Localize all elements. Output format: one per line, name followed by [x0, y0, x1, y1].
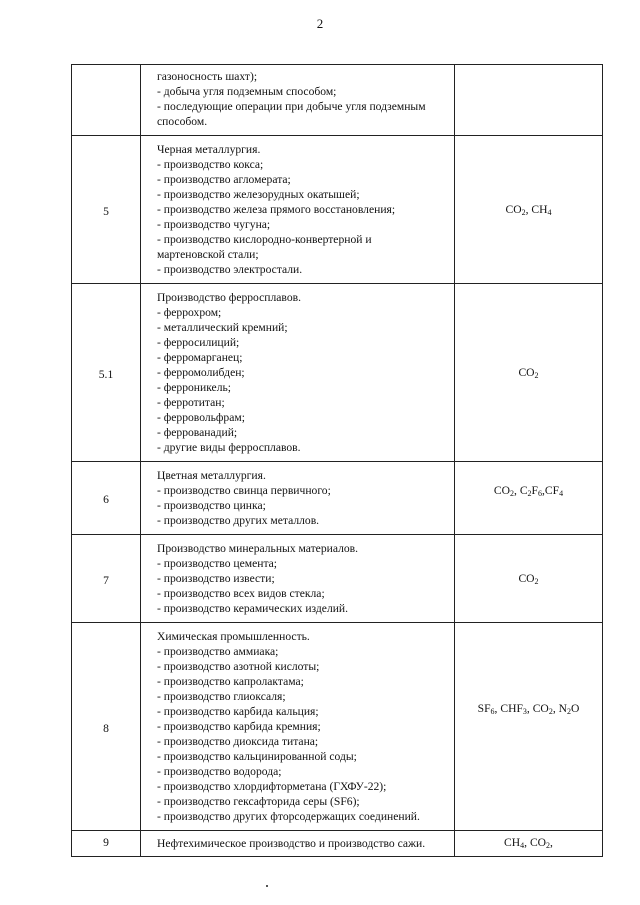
- row-number-cell: 8: [72, 623, 141, 831]
- row-gases-cell: [455, 284, 603, 462]
- formula-subscript: 2: [566, 707, 571, 716]
- row-item-line: - производство карбида кремния;: [157, 720, 321, 733]
- formula-subscript: 6: [538, 489, 542, 498]
- row-gases-cell: [455, 462, 603, 535]
- row-description-cell: [141, 623, 455, 831]
- row-gases-cell: [455, 136, 603, 284]
- row-item-line: - производство диоксида титана;: [157, 735, 319, 748]
- row-item-line: - производство железорудных окатышей;: [157, 188, 360, 201]
- gas-formula: [504, 836, 553, 849]
- row-description-cell: [141, 462, 455, 535]
- formula-subscript: 6: [490, 707, 495, 716]
- row-item-line: - производство других металлов.: [157, 514, 320, 527]
- row-description-cell: [141, 65, 455, 136]
- row-item-line: - производство глиоксаля;: [157, 690, 286, 703]
- row-item-line: - ферровольфрам;: [157, 411, 245, 424]
- row-item-line: - производство всех видов стекла;: [157, 587, 325, 600]
- row-heading-line: Черная металлургия.: [157, 143, 261, 156]
- row-item-line: - производство электростали.: [157, 263, 303, 276]
- formula-text: ,: [550, 836, 553, 849]
- formula-text: , N: [552, 702, 567, 715]
- formula-text: CO: [493, 484, 511, 497]
- formula-subscript: 2: [548, 707, 553, 716]
- formula-text: , CO: [526, 702, 549, 715]
- gas-formula: [478, 702, 580, 715]
- row-item-line: - производство азотной кислоты;: [157, 660, 320, 673]
- row-heading-line: Нефтехимическое производство и производство сажи.: [157, 837, 426, 850]
- page-number: 2: [316, 16, 324, 31]
- formula-text: CH: [504, 836, 521, 849]
- row-heading-line: Химическая промышленность.: [157, 630, 310, 643]
- formula-subscript: 4: [547, 208, 552, 217]
- table-body: [72, 65, 603, 857]
- formula-subscript: 2: [534, 371, 539, 380]
- row-item-line: - производство кислородно-конвертерной и: [157, 233, 372, 246]
- formula-subscript: 4: [520, 841, 525, 850]
- table-row: [72, 65, 603, 136]
- row-item-line: - производство агломерата;: [157, 173, 291, 186]
- row-gases-cell: [455, 623, 603, 831]
- row-item-line: мартеновской стали;: [157, 248, 259, 261]
- row-item-line: - другие виды ферросплавов.: [157, 441, 301, 454]
- row-heading-line: газоносность шахт);: [157, 70, 258, 83]
- formula-subscript: 3: [522, 707, 527, 716]
- gas-formula: [494, 484, 563, 497]
- row-item-line: - производство извести;: [157, 572, 275, 585]
- formula-text: CO: [505, 203, 522, 216]
- row-heading-line: Производство минеральных материалов.: [157, 542, 359, 555]
- row-item-line: - производство гексафторида серы (SF6);: [157, 795, 360, 808]
- table-row: [72, 136, 603, 284]
- row-item-line: - производство других фторсодержащих соединений.: [157, 810, 420, 823]
- row-number-cell: 6: [72, 462, 141, 535]
- formula-text: , CH: [525, 203, 548, 216]
- row-item-line: - производство цемента;: [157, 557, 278, 570]
- row-number-cell: 9: [72, 831, 141, 857]
- formula-text: CO: [518, 366, 535, 379]
- table-row: [72, 535, 603, 623]
- row-item-line: - производство железа прямого восстановления;: [157, 203, 396, 216]
- row-item-line: - производство водорода;: [157, 765, 282, 778]
- row-item-line: - ферротитан;: [157, 396, 225, 409]
- row-description-cell: [141, 284, 455, 462]
- formula-text: O: [570, 702, 580, 715]
- table-row: [72, 623, 603, 831]
- row-item-line: - последующие операции при добыче угля подземным: [157, 100, 426, 113]
- formula-text: SF: [477, 702, 491, 715]
- row-item-line: - производство капролактама;: [157, 675, 304, 688]
- row-description-cell: [141, 535, 455, 623]
- row-item-line: - ферроникель;: [157, 381, 232, 394]
- row-description-cell: [141, 831, 455, 857]
- row-item-line: - производство керамических изделий.: [157, 602, 349, 615]
- gas-formula: [505, 203, 551, 216]
- row-item-line: - ферросилиций;: [157, 336, 240, 349]
- formula-text: , CO: [524, 836, 547, 849]
- row-item-line: - производство кокса;: [157, 158, 264, 171]
- row-gases-cell: [455, 65, 603, 136]
- emissions-table: [71, 64, 603, 857]
- formula-text: , C: [514, 484, 528, 497]
- row-item-line: - производство цинка;: [157, 499, 266, 512]
- row-item-line: способом.: [157, 115, 208, 128]
- table-row: [72, 462, 603, 535]
- gas-formula: [518, 366, 538, 379]
- row-item-line: - производство хлордифторметана (ГХФУ-22);: [157, 780, 387, 793]
- row-gases-cell: [455, 831, 603, 857]
- formula-text: F: [531, 484, 538, 497]
- formula-subscript: 2: [527, 489, 532, 498]
- gas-formula: [518, 572, 538, 585]
- formula-text: CO: [518, 572, 535, 585]
- formula-subscript: 2: [534, 577, 539, 586]
- row-number-cell: [72, 65, 141, 136]
- row-item-line: - феррохром;: [157, 306, 222, 319]
- row-number-cell: 5.1: [72, 284, 141, 462]
- scan-speck: [266, 885, 268, 887]
- table-row: [72, 284, 603, 462]
- formula-subscript: 2: [546, 841, 551, 850]
- row-item-line: - производство карбида кальция;: [157, 705, 319, 718]
- row-item-line: - производство чугуна;: [157, 218, 271, 231]
- row-item-line: - производство аммиака;: [157, 645, 279, 658]
- row-item-line: - ферромарганец;: [157, 351, 243, 364]
- formula-text: ,CF: [542, 484, 560, 497]
- row-item-line: - металлический кремний;: [157, 321, 288, 334]
- row-number-cell: 7: [72, 535, 141, 623]
- formula-subscript: 2: [510, 489, 515, 498]
- row-item-line: - производство свинца первичного;: [157, 484, 331, 497]
- row-heading-line: Производство ферросплавов.: [157, 291, 301, 304]
- formula-text: , CHF: [494, 702, 523, 715]
- row-item-line: - производство кальцинированной соды;: [157, 750, 357, 763]
- row-number-cell: 5: [72, 136, 141, 284]
- formula-subscript: 4: [559, 489, 564, 498]
- row-item-line: - феррованадий;: [157, 426, 238, 439]
- row-item-line: - добыча угля подземным способом;: [157, 85, 337, 98]
- row-description-cell: [141, 136, 455, 284]
- row-heading-line: Цветная металлургия.: [157, 469, 266, 482]
- table-row: [72, 831, 603, 857]
- formula-subscript: 2: [521, 208, 526, 217]
- row-gases-cell: [455, 535, 603, 623]
- row-item-line: - ферромолибден;: [157, 366, 245, 379]
